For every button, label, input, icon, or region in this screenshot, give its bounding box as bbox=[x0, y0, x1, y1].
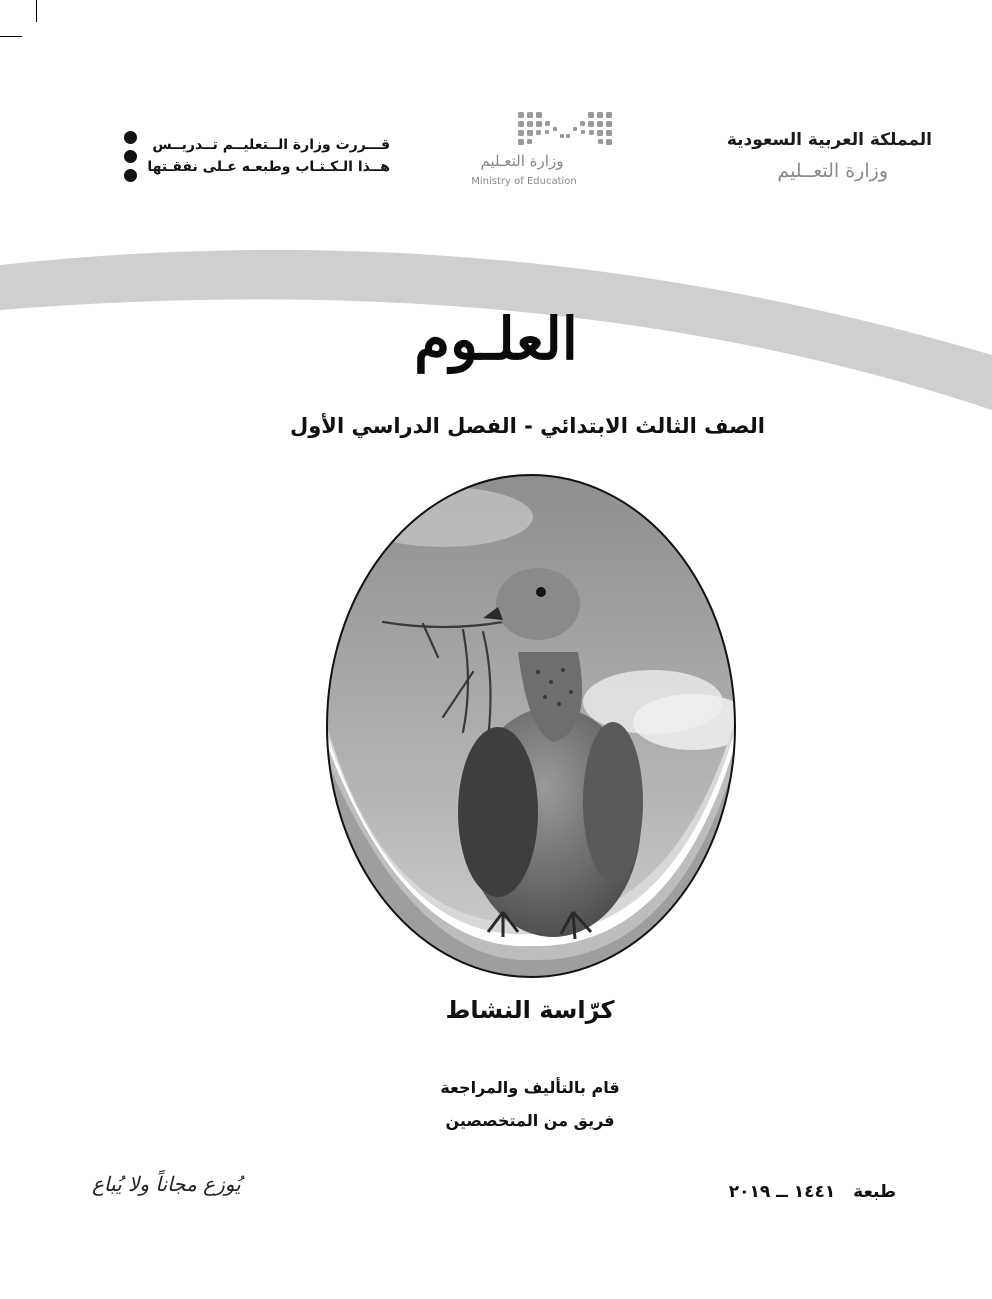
ministry-name: وزارة التعــليم bbox=[777, 160, 888, 182]
approval-statement bbox=[147, 134, 390, 178]
authors-line-2: فريق من المتخصصين bbox=[445, 1111, 615, 1130]
logo-english-text: Ministry of Education bbox=[471, 176, 577, 187]
edition-year: ١٤٤١ ــ ٢٠١٩ bbox=[728, 1182, 836, 1202]
bullet-icon bbox=[124, 169, 137, 182]
kingdom-header bbox=[727, 130, 932, 182]
edition-label: طبعة bbox=[853, 1182, 896, 1202]
crop-mark-vertical bbox=[36, 0, 37, 22]
approval-line-2: هــذا الـكـتـاب وطبعـه عـلى نفقـتها bbox=[147, 159, 390, 175]
logo-arabic-text: وزارة التعـليم bbox=[480, 152, 564, 170]
bullet-icon bbox=[124, 131, 137, 144]
approval-line-1: قـــررت وزارة الــتعليــم تــدريــس bbox=[152, 137, 390, 153]
book-subtitle: الصف الثالث الابتدائي - الفصل الدراسي الأول bbox=[290, 414, 765, 438]
approval-bullets bbox=[124, 131, 140, 188]
booklet-name: كرّاسة النشاط bbox=[445, 996, 615, 1024]
free-distribution-note: يُوزع مجاناً ولا يُباع bbox=[92, 1172, 241, 1196]
authors-line-1: قام بالتأليف والمراجعة bbox=[440, 1078, 620, 1097]
book-title: العلـوم bbox=[414, 305, 578, 373]
ministry-logo bbox=[462, 110, 632, 195]
edition-info bbox=[729, 1182, 896, 1202]
crop-mark-horizontal bbox=[0, 36, 22, 37]
kingdom-name: المملكة العربية السعودية bbox=[726, 130, 932, 150]
ministry-logo-icon bbox=[514, 110, 618, 148]
bullet-icon bbox=[124, 150, 137, 163]
cover-illustration bbox=[323, 472, 743, 982]
authors-block bbox=[0, 1078, 992, 1130]
